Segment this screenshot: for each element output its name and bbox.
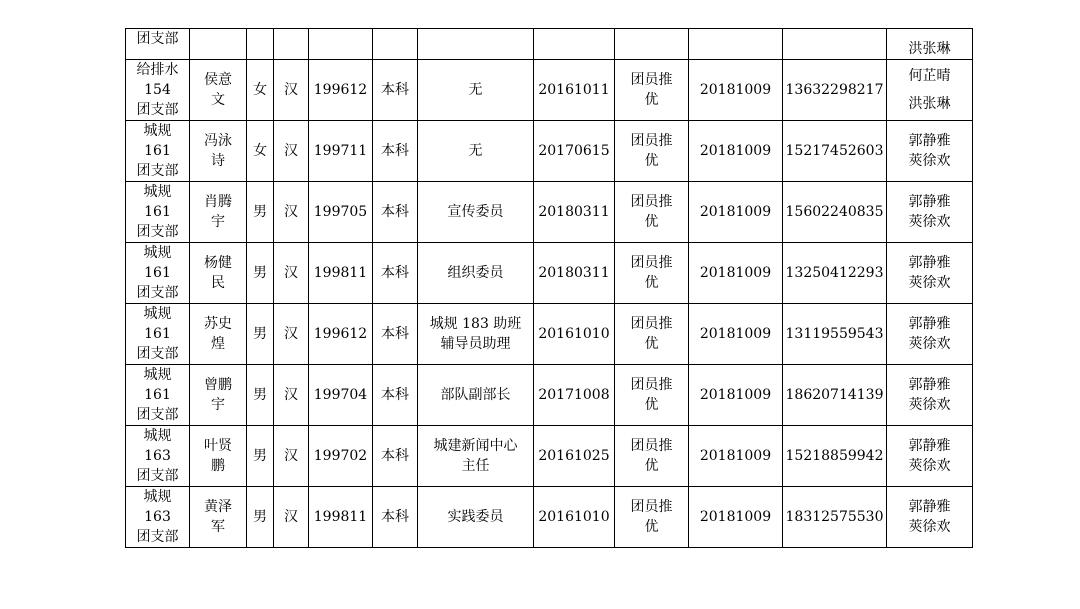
position-cell <box>418 304 534 365</box>
branch-line: 团支部 <box>136 346 179 362</box>
name-line: 黄泽 <box>204 499 232 515</box>
date2-cell: 20181009 <box>689 60 783 121</box>
branch-line: 城规 <box>143 489 172 505</box>
name-line: 肖腾 <box>204 194 232 210</box>
recommend-line: 优 <box>644 275 659 291</box>
education-cell: 本科 <box>373 121 418 182</box>
name-cell <box>190 487 247 548</box>
recommend-line: 优 <box>644 92 659 108</box>
name-line: 鹏 <box>211 458 225 474</box>
branch-cell <box>126 365 190 426</box>
recommend-cell <box>615 182 689 243</box>
phone-cell: 15218859942 <box>783 426 887 487</box>
gender-cell: 男 <box>247 304 274 365</box>
position-line: 部队副部长 <box>440 387 511 403</box>
member-table <box>125 28 973 548</box>
contacts-cell <box>887 304 973 365</box>
table-row <box>126 304 973 365</box>
name-line: 军 <box>211 519 225 535</box>
education-cell: 本科 <box>373 365 418 426</box>
table-row <box>126 487 973 548</box>
recommend-cell <box>615 426 689 487</box>
recommend-line: 团员推 <box>630 255 673 271</box>
branch-line: 团支部 <box>136 224 179 240</box>
birth-cell: 199711 <box>309 121 373 182</box>
contact-line: 莢徐欢 <box>908 153 951 169</box>
contact-line: 莢徐欢 <box>908 519 951 535</box>
birth-cell: 199702 <box>309 426 373 487</box>
name-cell <box>190 426 247 487</box>
league-date-cell: 20161010 <box>534 304 615 365</box>
recommend-cell <box>615 60 689 121</box>
date2-cell <box>689 29 783 60</box>
branch-line: 城规 <box>143 428 172 444</box>
recommend-line: 优 <box>644 153 659 169</box>
name-line: 宇 <box>211 397 225 413</box>
education-cell <box>373 29 418 60</box>
league-date-cell <box>534 29 615 60</box>
gender-cell: 男 <box>247 182 274 243</box>
name-line: 文 <box>211 92 225 108</box>
recommend-line: 优 <box>644 458 659 474</box>
education-cell: 本科 <box>373 243 418 304</box>
name-line: 侯意 <box>204 72 232 88</box>
name-line: 叶贤 <box>204 438 232 454</box>
contacts-cell <box>887 426 973 487</box>
table-row <box>126 365 973 426</box>
contact-line: 莢徐欢 <box>908 458 951 474</box>
branch-line: 城规 <box>143 306 172 322</box>
position-cell <box>418 182 534 243</box>
branch-cell <box>126 487 190 548</box>
date2-cell: 20181009 <box>689 426 783 487</box>
table-row <box>126 426 973 487</box>
recommend-line: 优 <box>644 214 659 230</box>
name-cell <box>190 182 247 243</box>
contact-line: 莢徐欢 <box>908 214 951 230</box>
league-date-cell: 20180311 <box>534 243 615 304</box>
name-line: 杨健 <box>204 255 232 271</box>
name-line: 苏史 <box>204 316 232 332</box>
branch-line: 161 <box>144 326 171 342</box>
contact-line: 何芷晴 <box>908 68 951 84</box>
phone-cell: 13250412293 <box>783 243 887 304</box>
table-body <box>126 29 973 548</box>
recommend-line: 优 <box>644 336 659 352</box>
gender-cell: 男 <box>247 365 274 426</box>
league-date-cell: 20161010 <box>534 487 615 548</box>
branch-line: 161 <box>144 387 171 403</box>
phone-cell: 13632298217 <box>783 60 887 121</box>
branch-cell <box>126 426 190 487</box>
contact-line: 莢徐欢 <box>908 275 951 291</box>
position-cell <box>418 426 534 487</box>
name-line: 诗 <box>211 153 225 169</box>
recommend-cell <box>615 121 689 182</box>
birth-cell: 199612 <box>309 304 373 365</box>
name-cell <box>190 29 247 60</box>
gender-cell: 男 <box>247 487 274 548</box>
branch-line: 163 <box>144 509 171 525</box>
league-date-cell: 20170615 <box>534 121 615 182</box>
position-cell <box>418 365 534 426</box>
position-line: 宣传委员 <box>447 204 504 220</box>
name-line: 煌 <box>211 336 225 352</box>
position-cell <box>418 121 534 182</box>
branch-cell: 团支部 <box>126 29 190 60</box>
contact-line: 郭静雅 <box>908 133 951 149</box>
phone-cell: 15217452603 <box>783 121 887 182</box>
branch-line: 161 <box>144 143 171 159</box>
name-line: 曾鹏 <box>204 377 232 393</box>
name-line: 民 <box>211 275 225 291</box>
birth-cell: 199811 <box>309 487 373 548</box>
contact-line: 郭静雅 <box>908 316 951 332</box>
position-cell <box>418 60 534 121</box>
birth-cell: 199704 <box>309 365 373 426</box>
recommend-line: 团员推 <box>630 316 673 332</box>
recommend-cell <box>615 487 689 548</box>
position-line: 主任 <box>461 458 490 474</box>
birth-cell <box>309 29 373 60</box>
branch-line: 团支部 <box>136 102 179 118</box>
branch-line: 城规 <box>143 245 172 261</box>
birth-cell: 199811 <box>309 243 373 304</box>
league-date-cell: 20161025 <box>534 426 615 487</box>
contacts-cell <box>887 121 973 182</box>
recommend-line: 团员推 <box>630 499 673 515</box>
contacts-cell <box>887 487 973 548</box>
ethnicity-cell: 汉 <box>274 243 309 304</box>
league-date-cell: 20171008 <box>534 365 615 426</box>
recommend-line: 团员推 <box>630 133 673 149</box>
contact-line: 洪张琳 <box>908 41 951 57</box>
recommend-cell <box>615 365 689 426</box>
date2-cell: 20181009 <box>689 243 783 304</box>
date2-cell: 20181009 <box>689 121 783 182</box>
birth-cell: 199612 <box>309 60 373 121</box>
league-date-cell: 20161011 <box>534 60 615 121</box>
phone-cell: 13119559543 <box>783 304 887 365</box>
branch-line: 154 <box>144 82 171 98</box>
recommend-line: 团员推 <box>630 377 673 393</box>
table-row <box>126 182 973 243</box>
education-cell: 本科 <box>373 182 418 243</box>
branch-cell <box>126 304 190 365</box>
gender-cell: 女 <box>247 121 274 182</box>
contacts-cell <box>887 243 973 304</box>
position-line: 无 <box>468 82 483 98</box>
name-cell <box>190 243 247 304</box>
name-cell <box>190 365 247 426</box>
ethnicity-cell: 汉 <box>274 426 309 487</box>
contacts-cell <box>887 29 973 60</box>
branch-line: 城规 <box>143 123 172 139</box>
recommend-line: 团员推 <box>630 72 673 88</box>
date2-cell: 20181009 <box>689 304 783 365</box>
ethnicity-cell: 汉 <box>274 121 309 182</box>
contacts-cell <box>887 60 973 121</box>
gender-cell: 男 <box>247 426 274 487</box>
branch-line: 团支部 <box>136 529 179 545</box>
recommend-line: 团员推 <box>630 438 673 454</box>
name-cell <box>190 121 247 182</box>
recommend-line: 优 <box>644 519 659 535</box>
birth-cell: 199705 <box>309 182 373 243</box>
phone-cell: 15602240835 <box>783 182 887 243</box>
branch-line: 161 <box>144 265 171 281</box>
ethnicity-cell: 汉 <box>274 365 309 426</box>
position-cell <box>418 29 534 60</box>
contact-line: 洪张琳 <box>908 96 951 112</box>
education-cell: 本科 <box>373 426 418 487</box>
table-row <box>126 29 973 60</box>
contact-line: 郭静雅 <box>908 438 951 454</box>
branch-line: 团支部 <box>136 285 179 301</box>
education-cell: 本科 <box>373 487 418 548</box>
table-row <box>126 121 973 182</box>
contact-line: 莢徐欢 <box>908 397 951 413</box>
gender-cell: 男 <box>247 243 274 304</box>
contact-line: 郭静雅 <box>908 377 951 393</box>
phone-cell: 18312575530 <box>783 487 887 548</box>
ethnicity-cell <box>274 29 309 60</box>
name-cell <box>190 304 247 365</box>
name-line: 宇 <box>211 214 225 230</box>
education-cell: 本科 <box>373 304 418 365</box>
position-line: 城规 183 助班 <box>429 316 522 332</box>
branch-line: 团支部 <box>136 407 179 423</box>
position-cell <box>418 487 534 548</box>
branch-line: 给排水 <box>136 62 179 78</box>
recommend-line: 优 <box>644 397 659 413</box>
name-line: 冯泳 <box>204 133 232 149</box>
branch-line: 城规 <box>143 184 172 200</box>
ethnicity-cell: 汉 <box>274 60 309 121</box>
branch-line: 城规 <box>143 367 172 383</box>
name-cell <box>190 60 247 121</box>
table-row <box>126 60 973 121</box>
branch-line: 161 <box>144 204 171 220</box>
date2-cell: 20181009 <box>689 487 783 548</box>
table-row <box>126 243 973 304</box>
position-line: 无 <box>468 143 483 159</box>
branch-cell <box>126 60 190 121</box>
branch-line: 团支部 <box>136 163 179 179</box>
ethnicity-cell: 汉 <box>274 487 309 548</box>
contact-line: 郭静雅 <box>908 194 951 210</box>
education-cell: 本科 <box>373 60 418 121</box>
date2-cell: 20181009 <box>689 182 783 243</box>
contact-line: 莢徐欢 <box>908 336 951 352</box>
branch-cell <box>126 243 190 304</box>
position-cell <box>418 243 534 304</box>
contact-line: 郭静雅 <box>908 255 951 271</box>
ethnicity-cell: 汉 <box>274 304 309 365</box>
phone-cell <box>783 29 887 60</box>
recommend-cell <box>615 29 689 60</box>
gender-cell: 女 <box>247 60 274 121</box>
contact-line: 郭静雅 <box>908 499 951 515</box>
branch-cell <box>126 121 190 182</box>
gender-cell <box>247 29 274 60</box>
league-date-cell: 20180311 <box>534 182 615 243</box>
phone-cell: 18620714139 <box>783 365 887 426</box>
recommend-line: 团员推 <box>630 194 673 210</box>
contacts-cell <box>887 365 973 426</box>
branch-line: 163 <box>144 448 171 464</box>
position-line: 实践委员 <box>447 509 504 525</box>
contacts-cell <box>887 182 973 243</box>
branch-line: 团支部 <box>136 468 179 484</box>
recommend-cell <box>615 304 689 365</box>
recommend-cell <box>615 243 689 304</box>
date2-cell: 20181009 <box>689 365 783 426</box>
ethnicity-cell: 汉 <box>274 182 309 243</box>
position-line: 城建新闻中心 <box>433 438 518 454</box>
position-line: 辅导员助理 <box>440 336 511 352</box>
branch-cell <box>126 182 190 243</box>
position-line: 组织委员 <box>447 265 504 281</box>
